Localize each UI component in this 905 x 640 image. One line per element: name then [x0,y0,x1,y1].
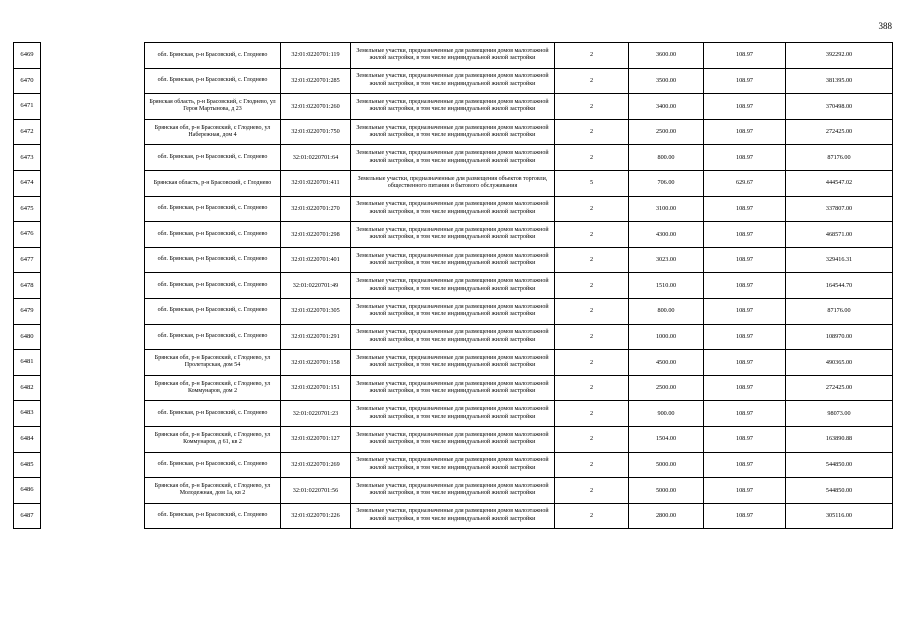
area-cell: 1000.00 [629,324,704,350]
group-cell: 2 [555,298,629,324]
cadastral-number-cell: 32:01:0220701:269 [281,452,351,478]
land-use-cell: Земельные участки, предназначенные для размещения домов малоэтажной жилой застройки, в том числе индивидуальной жилой застройки [351,401,555,427]
spacer-cell [41,503,145,529]
land-use-cell: Земельные участки, предназначенные для размещения домов малоэтажной жилой застройки, в том числе индивидуальной жилой застройки [351,375,555,401]
address-cell: обл. Брянская, р-н Брасовский, с. Глоднево [145,43,281,69]
specific-value-cell: 108.97 [704,350,786,376]
group-cell: 2 [555,94,629,120]
cadastral-number-cell: 32:01:0220701:401 [281,247,351,273]
cadastral-number-cell: 32:01:0220701:285 [281,68,351,94]
group-cell: 2 [555,273,629,299]
area-cell: 3500.00 [629,68,704,94]
cadastral-number-cell: 32:01:0220701:119 [281,43,351,69]
row-number-cell: 6480 [14,324,41,350]
land-use-cell: Земельные участки, предназначенные для размещения домов малоэтажной жилой застройки, в том числе индивидуальной жилой застройки [351,503,555,529]
cadastral-value-cell: 370498.00 [786,94,893,120]
land-use-cell: Земельные участки, предназначенные для размещения домов малоэтажной жилой застройки, в том числе индивидуальной жилой застройки [351,145,555,171]
cadastral-value-cell: 163890.88 [786,426,893,452]
table-row [14,401,893,427]
address-cell: Брянская область, р-н Брасовский, с Глоднево, ул Героя Мартынова, д 23 [145,94,281,120]
table-row [14,426,893,452]
area-cell: 3023.00 [629,247,704,273]
table-row [14,273,893,299]
specific-value-cell: 108.97 [704,324,786,350]
row-number-cell: 6477 [14,247,41,273]
specific-value-cell: 108.97 [704,196,786,222]
area-cell: 1510.00 [629,273,704,299]
cadastral-number-cell: 32:01:0220701:226 [281,503,351,529]
spacer-cell [41,68,145,94]
group-cell: 2 [555,43,629,69]
land-use-cell: Земельные участки, предназначенные для размещения домов малоэтажной жилой застройки, в том числе индивидуальной жилой застройки [351,196,555,222]
address-cell: обл. Брянская, р-н Брасовский, с. Глоднево [145,503,281,529]
cadastral-value-cell: 87176.00 [786,145,893,171]
group-cell: 2 [555,350,629,376]
group-cell: 5 [555,170,629,196]
area-cell: 2500.00 [629,119,704,145]
table-row [14,350,893,376]
specific-value-cell: 108.97 [704,401,786,427]
cadastral-number-cell: 32:01:0220701:298 [281,222,351,248]
specific-value-cell: 108.97 [704,375,786,401]
cadastral-value-cell: 272425.00 [786,375,893,401]
land-use-cell: Земельные участки, предназначенные для размещения домов малоэтажной жилой застройки, в том числе индивидуальной жилой застройки [351,43,555,69]
area-cell: 706.00 [629,170,704,196]
row-number-cell: 6485 [14,452,41,478]
row-number-cell: 6469 [14,43,41,69]
group-cell: 2 [555,68,629,94]
address-cell: обл. Брянская, р-н Брасовский, с. Глоднево [145,222,281,248]
row-number-cell: 6478 [14,273,41,299]
land-use-cell: Земельные участки, предназначенные для размещения домов малоэтажной жилой застройки, в том числе индивидуальной жилой застройки [351,222,555,248]
area-cell: 5000.00 [629,478,704,504]
address-cell: обл. Брянская, р-н Брасовский, с. Глоднево [145,247,281,273]
row-number-cell: 6482 [14,375,41,401]
cadastral-number-cell: 32:01:0220701:260 [281,94,351,120]
cadastral-number-cell: 32:01:0220701:305 [281,298,351,324]
specific-value-cell: 108.97 [704,503,786,529]
spacer-cell [41,350,145,376]
land-use-cell: Земельные участки, предназначенные для размещения объектов торговли, общественного питания и бытового обслуживания [351,170,555,196]
group-cell: 2 [555,478,629,504]
cadastral-value-cell: 164544.70 [786,273,893,299]
row-number-cell: 6487 [14,503,41,529]
table-row [14,247,893,273]
spacer-cell [41,478,145,504]
area-cell: 800.00 [629,145,704,171]
table-row [14,119,893,145]
cadastral-number-cell: 32:01:0220701:291 [281,324,351,350]
spacer-cell [41,170,145,196]
spacer-cell [41,196,145,222]
table-row [14,222,893,248]
land-use-cell: Земельные участки, предназначенные для размещения домов малоэтажной жилой застройки, в том числе индивидуальной жилой застройки [351,324,555,350]
specific-value-cell: 108.97 [704,68,786,94]
spacer-cell [41,247,145,273]
table-row [14,145,893,171]
table-row [14,94,893,120]
cadastral-value-cell: 305116.00 [786,503,893,529]
address-cell: обл. Брянская, р-н Брасовский, с. Глоднево [145,196,281,222]
cadastral-value-cell: 490365.00 [786,350,893,376]
area-cell: 800.00 [629,298,704,324]
cadastral-number-cell: 32:01:0220701:56 [281,478,351,504]
address-cell: обл. Брянская, р-н Брасовский, с. Глоднево [145,452,281,478]
spacer-cell [41,145,145,171]
spacer-cell [41,375,145,401]
cadastral-value-cell: 381395.00 [786,68,893,94]
table-row [14,170,893,196]
row-number-cell: 6484 [14,426,41,452]
area-cell: 3400.00 [629,94,704,120]
cadastral-value-cell: 544850.00 [786,452,893,478]
address-cell: Брянская область, р-н Брасовский, с Глоднево [145,170,281,196]
specific-value-cell: 108.97 [704,145,786,171]
row-number-cell: 6476 [14,222,41,248]
address-cell: Брянская обл, р-н Брасовский, с Глоднево, ул Набережная, дом 4 [145,119,281,145]
spacer-cell [41,401,145,427]
land-use-cell: Земельные участки, предназначенные для размещения домов малоэтажной жилой застройки, в том числе индивидуальной жилой застройки [351,119,555,145]
cadastral-number-cell: 32:01:0220701:64 [281,145,351,171]
address-cell: обл. Брянская, р-н Брасовский, с. Глоднево [145,324,281,350]
group-cell: 2 [555,222,629,248]
cadastral-number-cell: 32:01:0220701:127 [281,426,351,452]
group-cell: 2 [555,324,629,350]
group-cell: 2 [555,145,629,171]
group-cell: 2 [555,426,629,452]
address-cell: обл. Брянская, р-н Брасовский, с. Глоднево [145,298,281,324]
cadastral-number-cell: 32:01:0220701:270 [281,196,351,222]
specific-value-cell: 108.97 [704,273,786,299]
table-row [14,43,893,69]
table-row [14,196,893,222]
land-use-cell: Земельные участки, предназначенные для размещения домов малоэтажной жилой застройки, в том числе индивидуальной жилой застройки [351,273,555,299]
specific-value-cell: 108.97 [704,478,786,504]
group-cell: 2 [555,119,629,145]
area-cell: 900.00 [629,401,704,427]
address-cell: обл. Брянская, р-н Брасовский, с. Глоднево [145,401,281,427]
group-cell: 2 [555,401,629,427]
specific-value-cell: 108.97 [704,452,786,478]
specific-value-cell: 108.97 [704,222,786,248]
row-number-cell: 6474 [14,170,41,196]
spacer-cell [41,119,145,145]
cadastral-number-cell: 32:01:0220701:23 [281,401,351,427]
area-cell: 2500.00 [629,375,704,401]
address-cell: обл. Брянская, р-н Брасовский, с. Глоднево [145,145,281,171]
address-cell: Брянская обл, р-н Брасовский, с Глоднево, ул Пролетарская, дом 54 [145,350,281,376]
cadastral-value-cell: 392292.00 [786,43,893,69]
area-cell: 4300.00 [629,222,704,248]
specific-value-cell: 108.97 [704,247,786,273]
spacer-cell [41,298,145,324]
row-number-cell: 6473 [14,145,41,171]
row-number-cell: 6470 [14,68,41,94]
area-cell: 5000.00 [629,452,704,478]
page-number: 388 [878,21,892,31]
cadastral-value-cell: 544850.00 [786,478,893,504]
cadastral-number-cell: 32:01:0220701:750 [281,119,351,145]
spacer-cell [41,43,145,69]
cadastral-number-cell: 32:01:0220701:151 [281,375,351,401]
group-cell: 2 [555,452,629,478]
spacer-cell [41,273,145,299]
specific-value-cell: 108.97 [704,119,786,145]
cadastral-value-cell: 272425.00 [786,119,893,145]
cadastral-value-cell: 337807.00 [786,196,893,222]
spacer-cell [41,94,145,120]
row-number-cell: 6479 [14,298,41,324]
cadastral-value-cell: 98073.00 [786,401,893,427]
specific-value-cell: 108.97 [704,94,786,120]
address-cell: Брянская обл, р-н Брасовский, с Глоднево, ул Молодежная, дом 1а, кв 2 [145,478,281,504]
row-number-cell: 6483 [14,401,41,427]
group-cell: 2 [555,247,629,273]
cadastral-number-cell: 32:01:0220701:411 [281,170,351,196]
table-row [14,375,893,401]
spacer-cell [41,452,145,478]
cadastral-value-cell: 468571.00 [786,222,893,248]
land-use-cell: Земельные участки, предназначенные для размещения домов малоэтажной жилой застройки, в том числе индивидуальной жилой застройки [351,478,555,504]
cadastral-value-table [13,42,893,529]
address-cell: обл. Брянская, р-н Брасовский, с. Глоднево [145,273,281,299]
land-use-cell: Земельные участки, предназначенные для размещения домов малоэтажной жилой застройки, в том числе индивидуальной жилой застройки [351,426,555,452]
row-number-cell: 6481 [14,350,41,376]
address-cell: Брянская обл, р-н Брасовский, с Глоднево, ул Коммунаров, дом 2 [145,375,281,401]
area-cell: 4500.00 [629,350,704,376]
land-use-cell: Земельные участки, предназначенные для размещения домов малоэтажной жилой застройки, в том числе индивидуальной жилой застройки [351,298,555,324]
cadastral-value-cell: 87176.00 [786,298,893,324]
group-cell: 2 [555,375,629,401]
address-cell: обл. Брянская, р-н Брасовский, с. Глоднево [145,68,281,94]
table-row [14,452,893,478]
land-use-cell: Земельные участки, предназначенные для размещения домов малоэтажной жилой застройки, в том числе индивидуальной жилой застройки [351,350,555,376]
cadastral-value-cell: 108970.00 [786,324,893,350]
table-row [14,298,893,324]
land-use-cell: Земельные участки, предназначенные для размещения домов малоэтажной жилой застройки, в том числе индивидуальной жилой застройки [351,452,555,478]
land-use-cell: Земельные участки, предназначенные для размещения домов малоэтажной жилой застройки, в том числе индивидуальной жилой застройки [351,68,555,94]
row-number-cell: 6471 [14,94,41,120]
row-number-cell: 6472 [14,119,41,145]
spacer-cell [41,222,145,248]
specific-value-cell: 108.97 [704,43,786,69]
area-cell: 1504.00 [629,426,704,452]
specific-value-cell: 108.97 [704,426,786,452]
cadastral-number-cell: 32:01:0220701:49 [281,273,351,299]
table-row [14,503,893,529]
specific-value-cell: 629.67 [704,170,786,196]
specific-value-cell: 108.97 [704,298,786,324]
cadastral-value-cell: 444547.02 [786,170,893,196]
row-number-cell: 6475 [14,196,41,222]
land-use-cell: Земельные участки, предназначенные для размещения домов малоэтажной жилой застройки, в том числе индивидуальной жилой застройки [351,94,555,120]
spacer-cell [41,324,145,350]
spacer-cell [41,426,145,452]
group-cell: 2 [555,196,629,222]
cadastral-number-cell: 32:01:0220701:158 [281,350,351,376]
address-cell: Брянская обл, р-н Брасовский, с Глоднево, ул Коммунаров, д 61, кв 2 [145,426,281,452]
area-cell: 2800.00 [629,503,704,529]
table-row [14,478,893,504]
land-use-cell: Земельные участки, предназначенные для размещения домов малоэтажной жилой застройки, в том числе индивидуальной жилой застройки [351,247,555,273]
group-cell: 2 [555,503,629,529]
area-cell: 3100.00 [629,196,704,222]
area-cell: 3600.00 [629,43,704,69]
table-row [14,324,893,350]
row-number-cell: 6486 [14,478,41,504]
cadastral-value-cell: 329416.31 [786,247,893,273]
table-row [14,68,893,94]
